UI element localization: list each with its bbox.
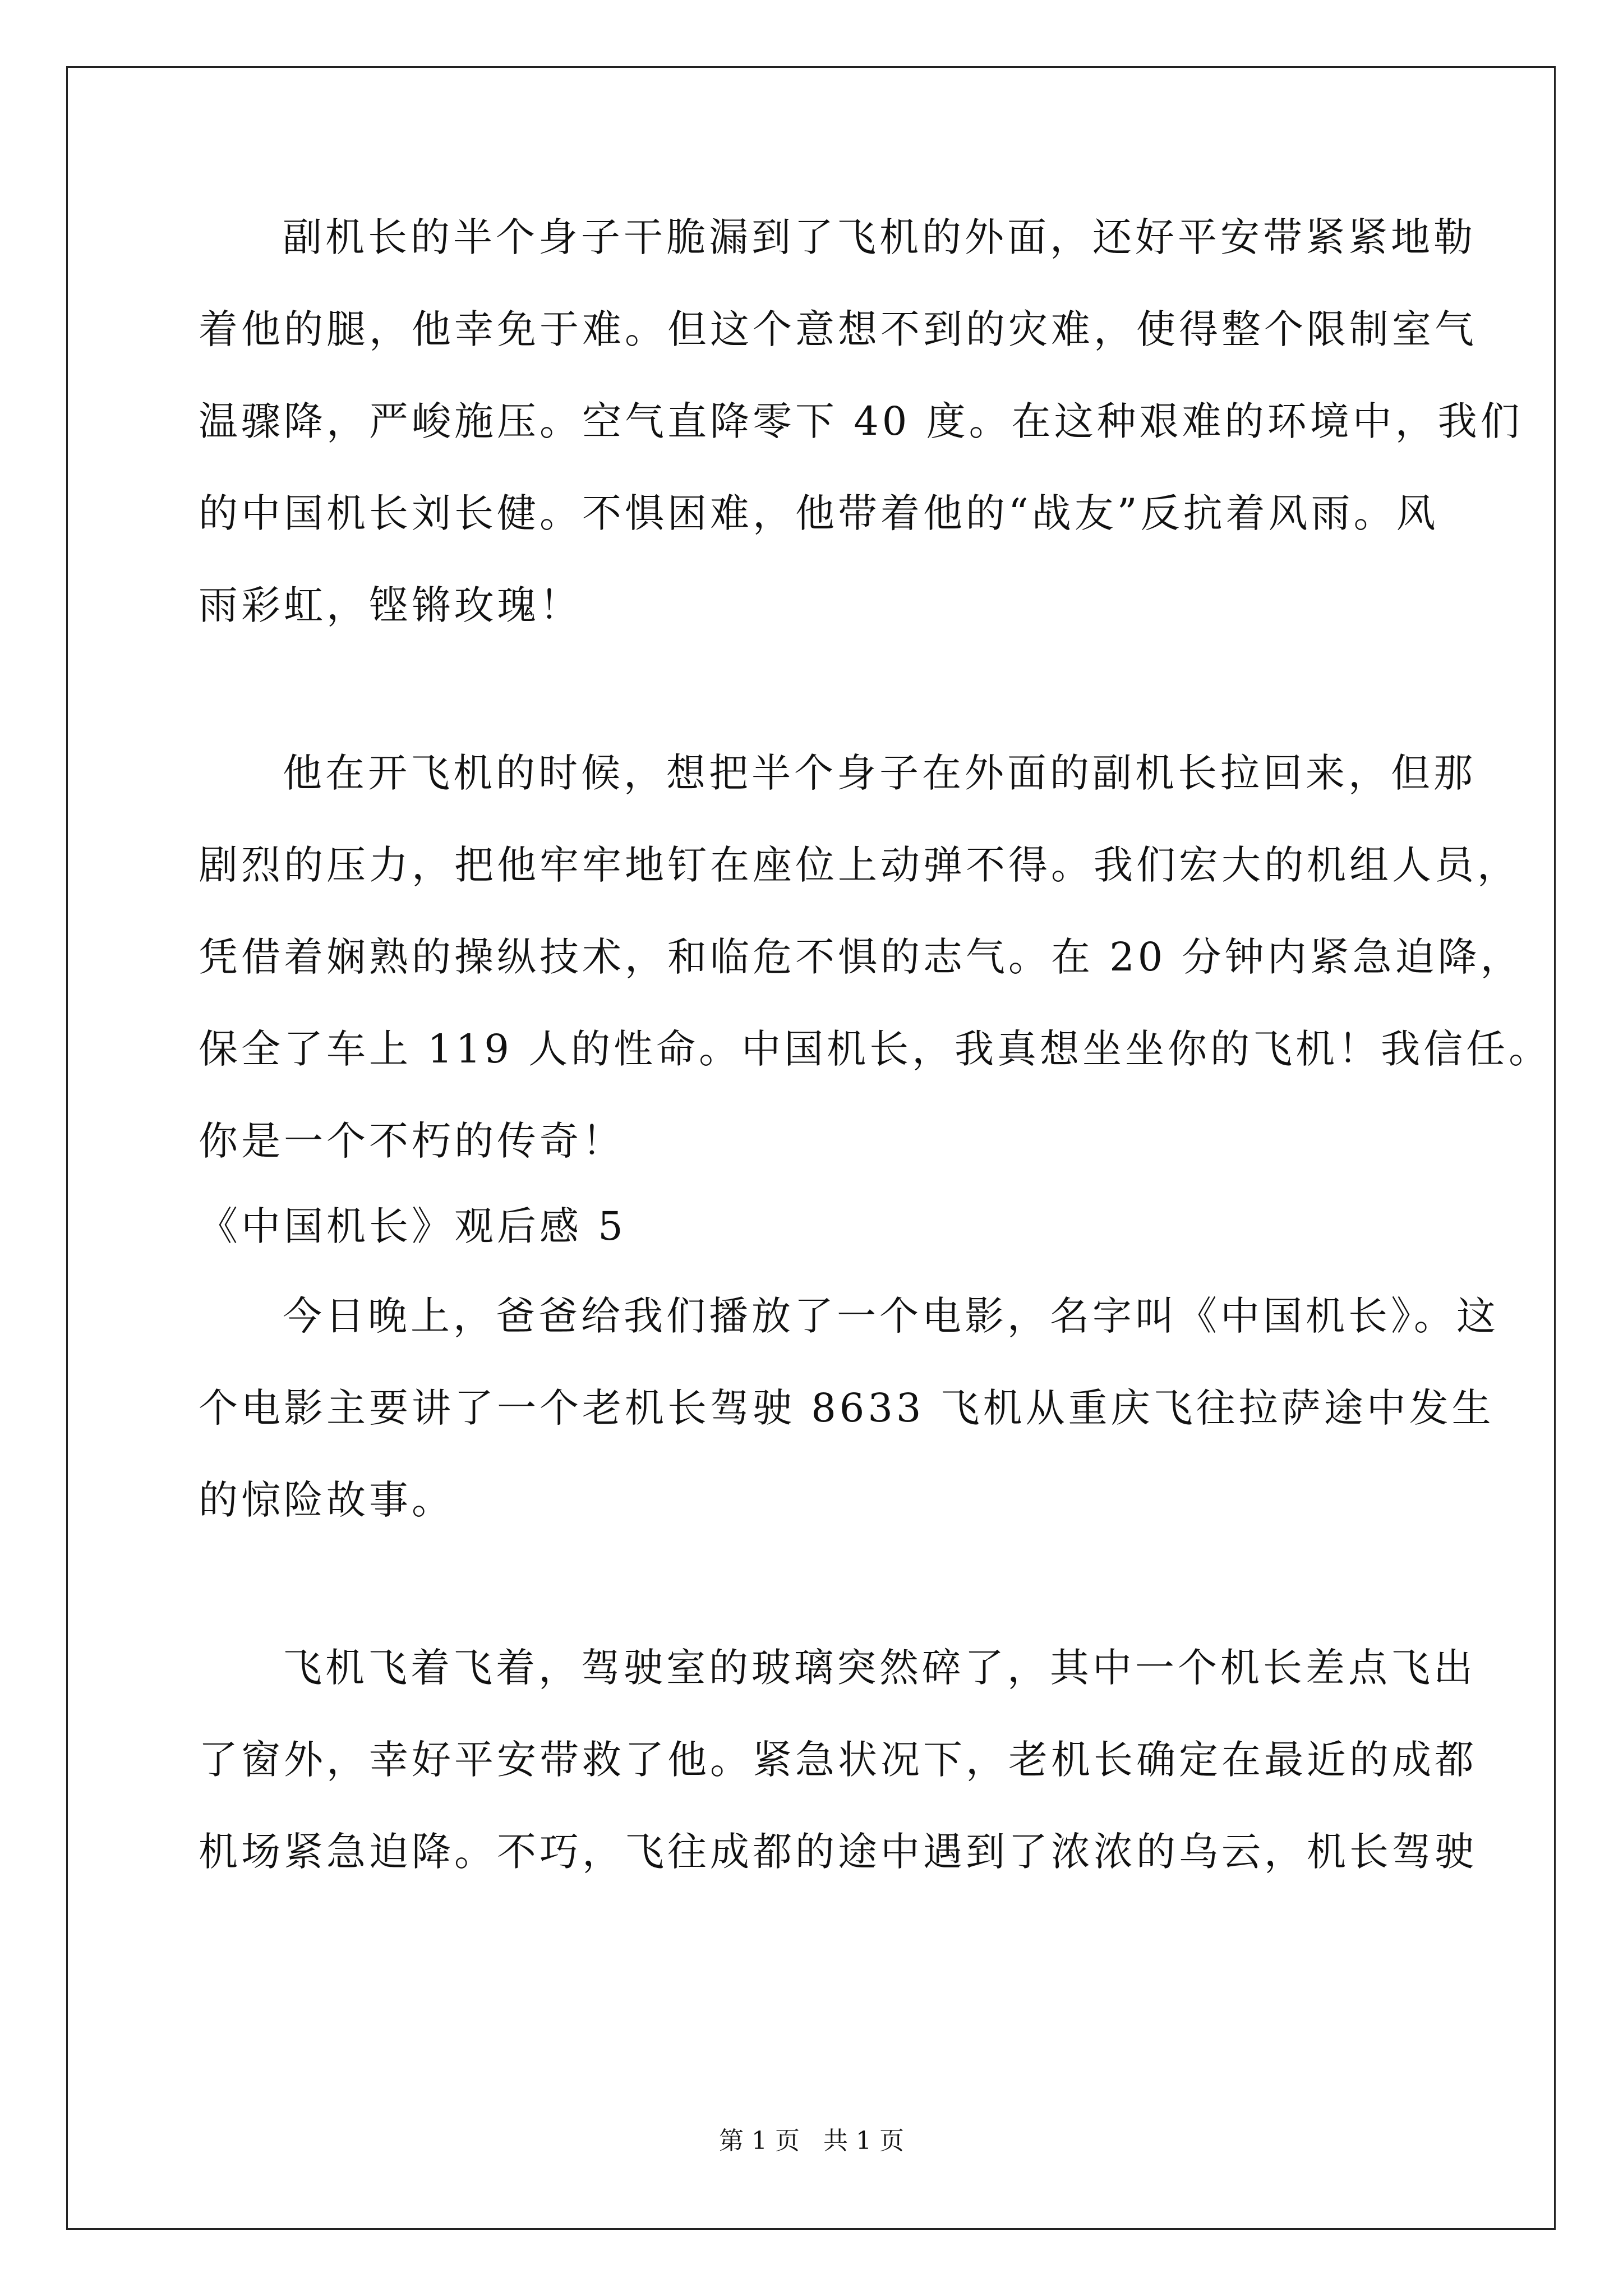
text-line-7: 剧烈的压力，把他牢牢地钉在座位上动弹不得。我们宏大的机组人员， [199, 842, 1520, 888]
text-line-10: 你是一个不朽的传奇！ [199, 1118, 625, 1164]
text-line-17: 机场紧急迫降。不巧，飞往成都的途中遇到了浓浓的乌云，机长驾驶 [199, 1829, 1477, 1875]
section-heading: 《中国机长》观后感 5 [199, 1203, 626, 1249]
text-line-9: 保全了车上 119 人的性命。中国机长，我真想坐坐你的飞机！我信任。 [199, 1026, 1552, 1072]
text-line-13: 个电影主要讲了一个老机长驾驶 8633 飞机从重庆飞往拉萨途中发生 [199, 1385, 1495, 1431]
text-line-16: 了窗外，幸好平安带救了他。紧急状况下，老机长确定在最近的成都 [199, 1737, 1477, 1783]
text-line-4: 的中国机长刘长健。不惧困难，他带着他的“战友”反抗着风雨。风 [199, 490, 1439, 536]
text-line-3: 温骤降，严峻施压。空气直降零下 40 度。在这种艰难的环境中，我们 [199, 398, 1523, 444]
text-line-14: 的惊险故事。 [199, 1477, 454, 1523]
page-footer: 第 1 页 共 1 页 [719, 2127, 904, 2155]
text-line-1: 副机长的半个身子干脆漏到了飞机的外面，还好平安带紧紧地勒 [283, 214, 1476, 260]
text-line-15: 飞机飞着飞着，驾驶室的玻璃突然碎了，其中一个机长差点飞出 [283, 1645, 1476, 1691]
text-line-8: 凭借着娴熟的操纵技术，和临危不惧的志气。在 20 分钟内紧急迫降， [199, 934, 1523, 980]
text-line-5: 雨彩虹，铿锵玫瑰！ [199, 582, 582, 628]
text-line-12: 今日晚上，爸爸给我们播放了一个电影，名字叫《中国机长》。这 [283, 1293, 1499, 1339]
text-line-6: 他在开飞机的时候，想把半个身子在外面的副机长拉回来，但那 [283, 750, 1476, 796]
text-line-2: 着他的腿，他幸免于难。但这个意想不到的灾难，使得整个限制室气 [199, 306, 1477, 352]
